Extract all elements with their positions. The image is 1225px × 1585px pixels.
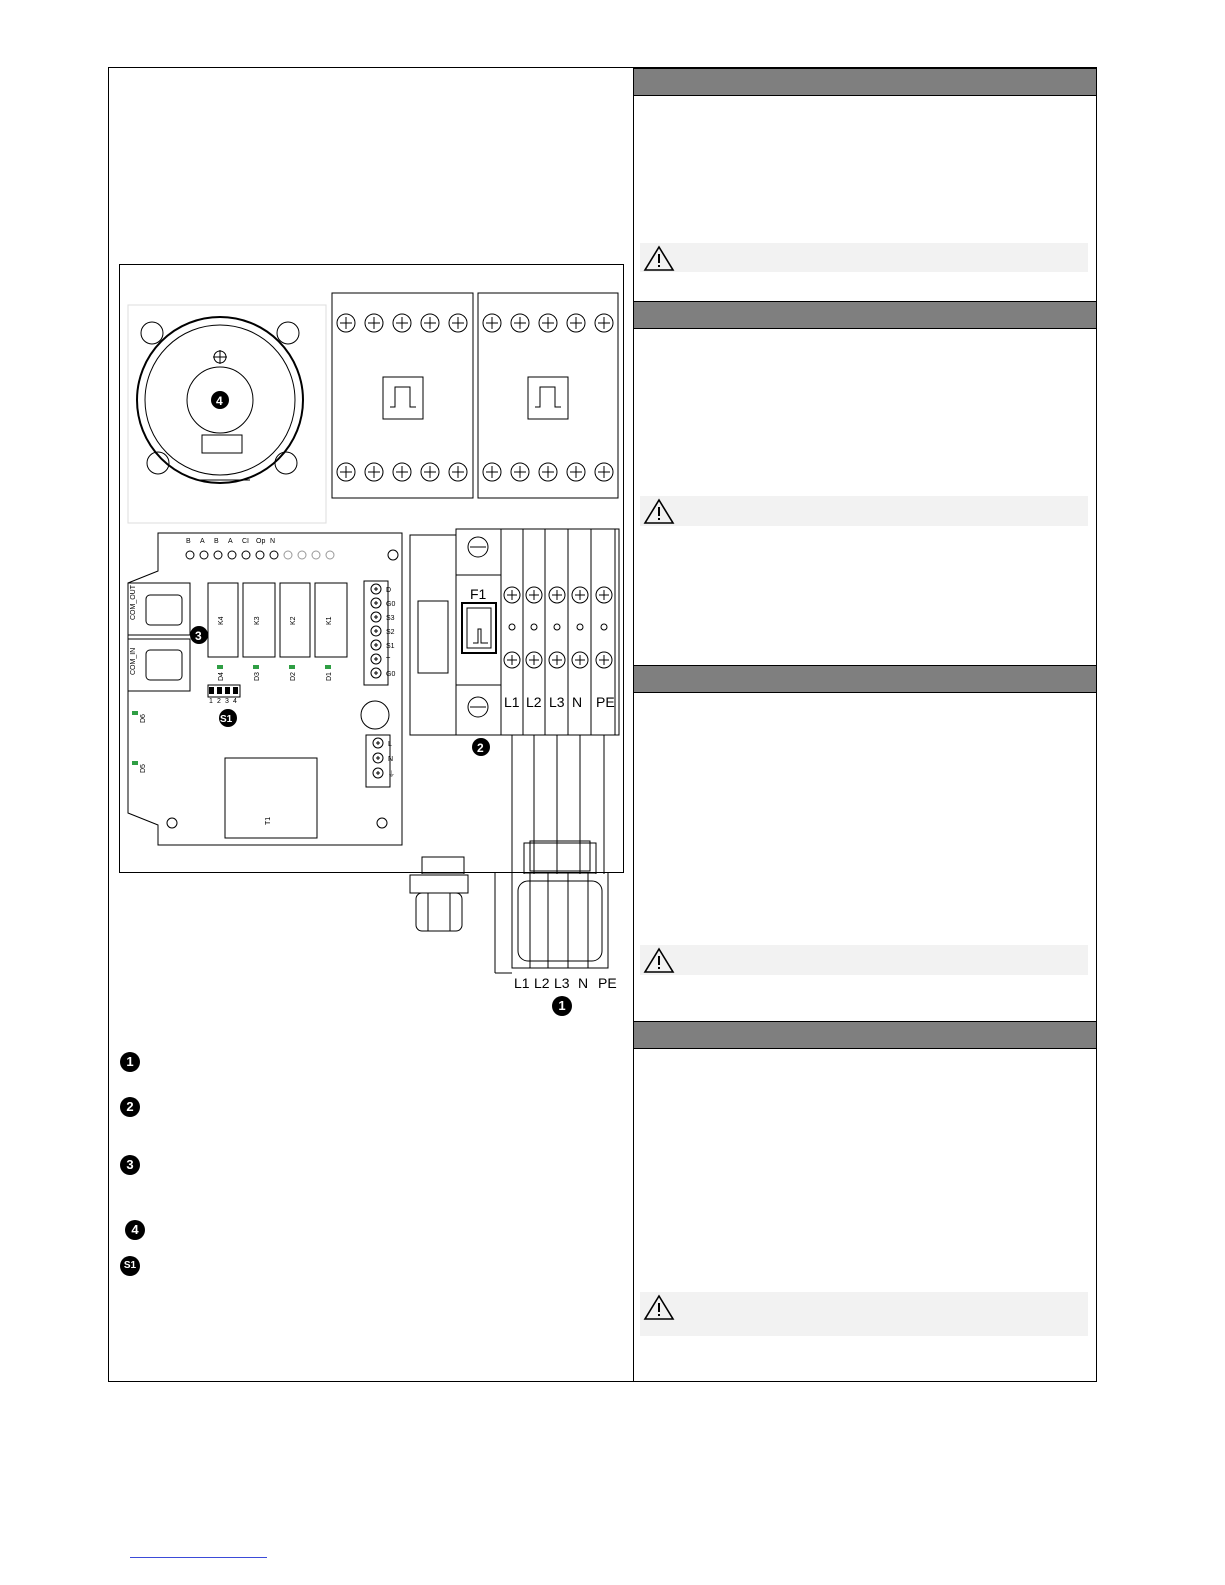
legend-badge-icon: 2 [120, 1097, 140, 1117]
warning-triangle-icon [643, 498, 675, 525]
relay-led-label: D2 [290, 672, 297, 681]
com-in-label: COM_IN [130, 647, 137, 675]
led-icon [253, 665, 259, 669]
io-label: T [386, 657, 391, 664]
column-divider [633, 67, 634, 1382]
board-top-label: A [200, 538, 205, 545]
io-label: G0 [386, 671, 396, 678]
relay-label: K2 [290, 616, 297, 625]
svg-text:4: 4 [216, 394, 223, 408]
side-led-label: D6 [140, 714, 147, 723]
power-label: ⏚ [388, 771, 395, 778]
dip-position-label: 2 [217, 698, 221, 705]
terminal-label: L3 [549, 694, 565, 710]
io-label: S1 [386, 643, 395, 650]
relay-led-label: D1 [326, 672, 333, 681]
terminal-label: PE [596, 694, 615, 710]
relay-label: K4 [218, 616, 225, 625]
led-icon [289, 665, 295, 669]
section-header-1 [634, 68, 1096, 96]
board-top-label: N [270, 538, 276, 545]
svg-text:3: 3 [195, 629, 202, 643]
screw-terminal-icon [186, 538, 334, 559]
power-label: N [388, 756, 394, 763]
legend-badge-icon: S1 [120, 1256, 140, 1276]
board-top-label: A [228, 538, 233, 545]
relay-label: K3 [254, 616, 261, 625]
badge-1-icon: 1 [552, 996, 572, 1016]
motor-housing [128, 305, 326, 523]
wire-label: N [578, 975, 589, 991]
wire-label: L3 [554, 975, 570, 991]
com-out-label: COM_OUT [130, 585, 137, 620]
dip-switch-icon [225, 687, 230, 694]
transformer-label: T1 [265, 816, 272, 825]
dip-switch-icon [209, 687, 214, 694]
board-top-label: Op [256, 538, 266, 545]
io-label: S3 [386, 615, 395, 622]
board-top-label: B [214, 538, 219, 545]
led-icon [132, 761, 138, 765]
legend-badge-icon: 3 [120, 1155, 140, 1175]
footer-link-rule [130, 1557, 267, 1558]
wire-label: PE [598, 975, 617, 991]
dip-switch-icon [217, 687, 222, 694]
screw-terminal-icon [337, 314, 613, 481]
terminal-label: L1 [504, 694, 520, 710]
wire-label: L2 [534, 975, 550, 991]
legend-badge-icon: 4 [125, 1220, 145, 1240]
warning-box-1 [640, 243, 1088, 272]
warning-box-3 [640, 945, 1088, 975]
wiring-diagram [119, 264, 624, 873]
fuse-label: F1 [470, 586, 487, 602]
warning-triangle-icon [643, 947, 675, 974]
warning-box-2 [640, 496, 1088, 526]
section-header-4 [634, 1021, 1096, 1049]
board-top-label: CI [242, 538, 249, 545]
led-icon [217, 665, 223, 669]
power-label: L [388, 741, 392, 748]
dip-switch-icon [233, 687, 238, 694]
warning-box-4 [640, 1292, 1088, 1336]
legend-badge-icon: 1 [120, 1052, 140, 1072]
side-led-label: D5 [140, 764, 147, 773]
io-label: G0 [386, 601, 396, 608]
wire-label: L1 [514, 975, 530, 991]
dip-position-label: 3 [225, 698, 229, 705]
terminal-label: N [572, 694, 583, 710]
led-icon [325, 665, 331, 669]
circuit-breaker [410, 529, 501, 735]
warning-triangle-icon [643, 1294, 675, 1321]
section-header-3 [634, 665, 1096, 693]
cable-gland-icon [422, 841, 596, 874]
terminal-label: L2 [526, 694, 542, 710]
svg-text:2: 2 [477, 741, 484, 755]
io-label: D [386, 587, 392, 594]
contactor-blocks [332, 293, 618, 498]
cable-gland-icon [404, 873, 474, 933]
dip-position-label: 4 [233, 698, 237, 705]
dip-position-label: 1 [209, 698, 213, 705]
relay-led-label: D3 [254, 672, 261, 681]
section-header-2 [634, 301, 1096, 329]
control-board [128, 533, 402, 845]
led-icon [132, 711, 138, 715]
board-top-label: B [186, 538, 191, 545]
io-label: S2 [386, 629, 395, 636]
relay-label: K1 [326, 616, 333, 625]
warning-triangle-icon [643, 245, 675, 272]
relay-led-label: D4 [218, 672, 225, 681]
svg-text:S1: S1 [220, 714, 233, 725]
